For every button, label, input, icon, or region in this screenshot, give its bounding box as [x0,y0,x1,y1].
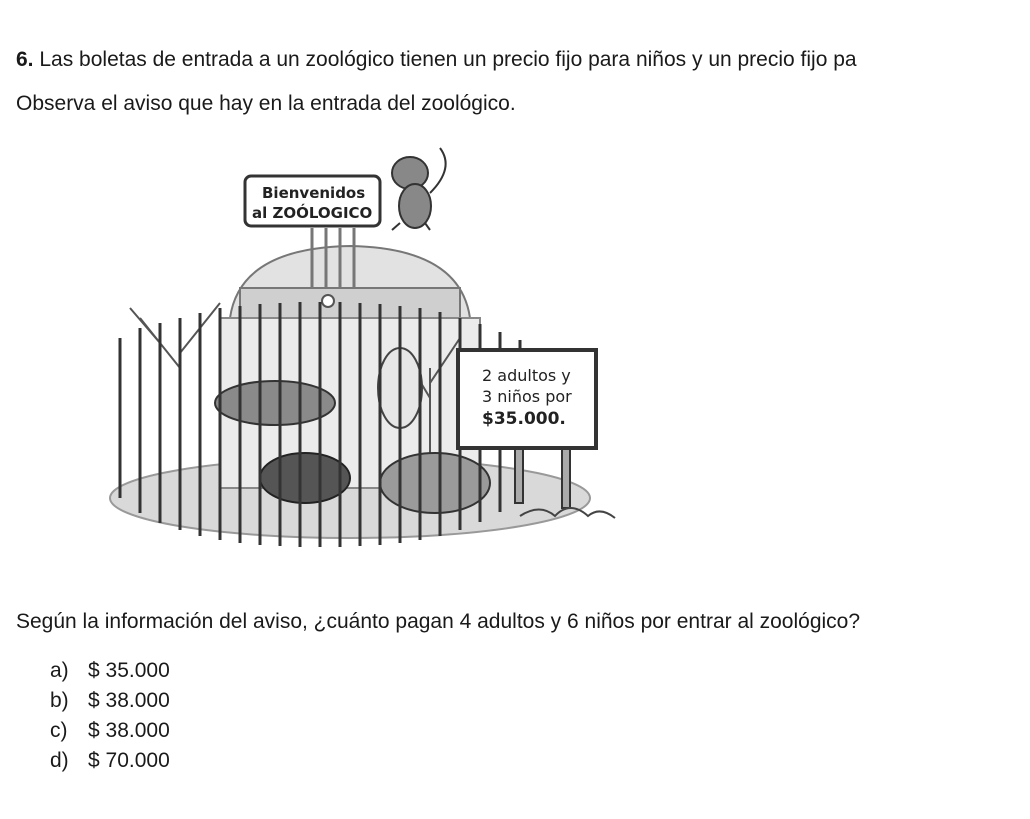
question-number: 6. [16,48,34,71]
question-instruction: Observa el aviso que hay en la entrada del zoológico. [16,92,516,115]
question-statement [16,48,857,72]
option-text: $ 35.000 [88,659,170,682]
bear-figure [380,453,490,513]
zoo-illustration [100,138,620,558]
notice-price: $35.000. [482,409,566,429]
leopard-figure [215,381,335,425]
notice-line1: 2 adultos y [482,366,571,385]
option-text: $ 38.000 [88,689,170,712]
option-letter: d) [50,749,69,772]
lion-figure [260,453,350,503]
gate-sign [245,176,380,226]
option-b[interactable] [50,686,170,716]
option-text: $ 70.000 [88,749,170,772]
option-a[interactable] [50,656,170,686]
question-prompt: Según la información del aviso, ¿cuánto pagan 4 adultos y 6 niños por entrar al zoológico? [16,610,861,633]
option-text: $ 38.000 [88,719,170,742]
notice-line2: 3 niños por [482,387,572,406]
option-letter: c) [50,719,68,742]
question-text: Las boletas de entrada a un zoológico tienen un precio fijo para niños y un precio fijo pa [39,48,857,71]
gate-sign-line2: al ZOÓLOGICO [252,204,373,222]
gate-sign-line1: Bienvenidos [262,184,366,202]
option-c[interactable] [50,716,170,746]
answer-options [50,656,170,776]
option-d[interactable] [50,746,170,776]
monkey-figure [392,148,446,230]
option-letter: a) [50,659,69,682]
option-letter: b) [50,689,69,712]
